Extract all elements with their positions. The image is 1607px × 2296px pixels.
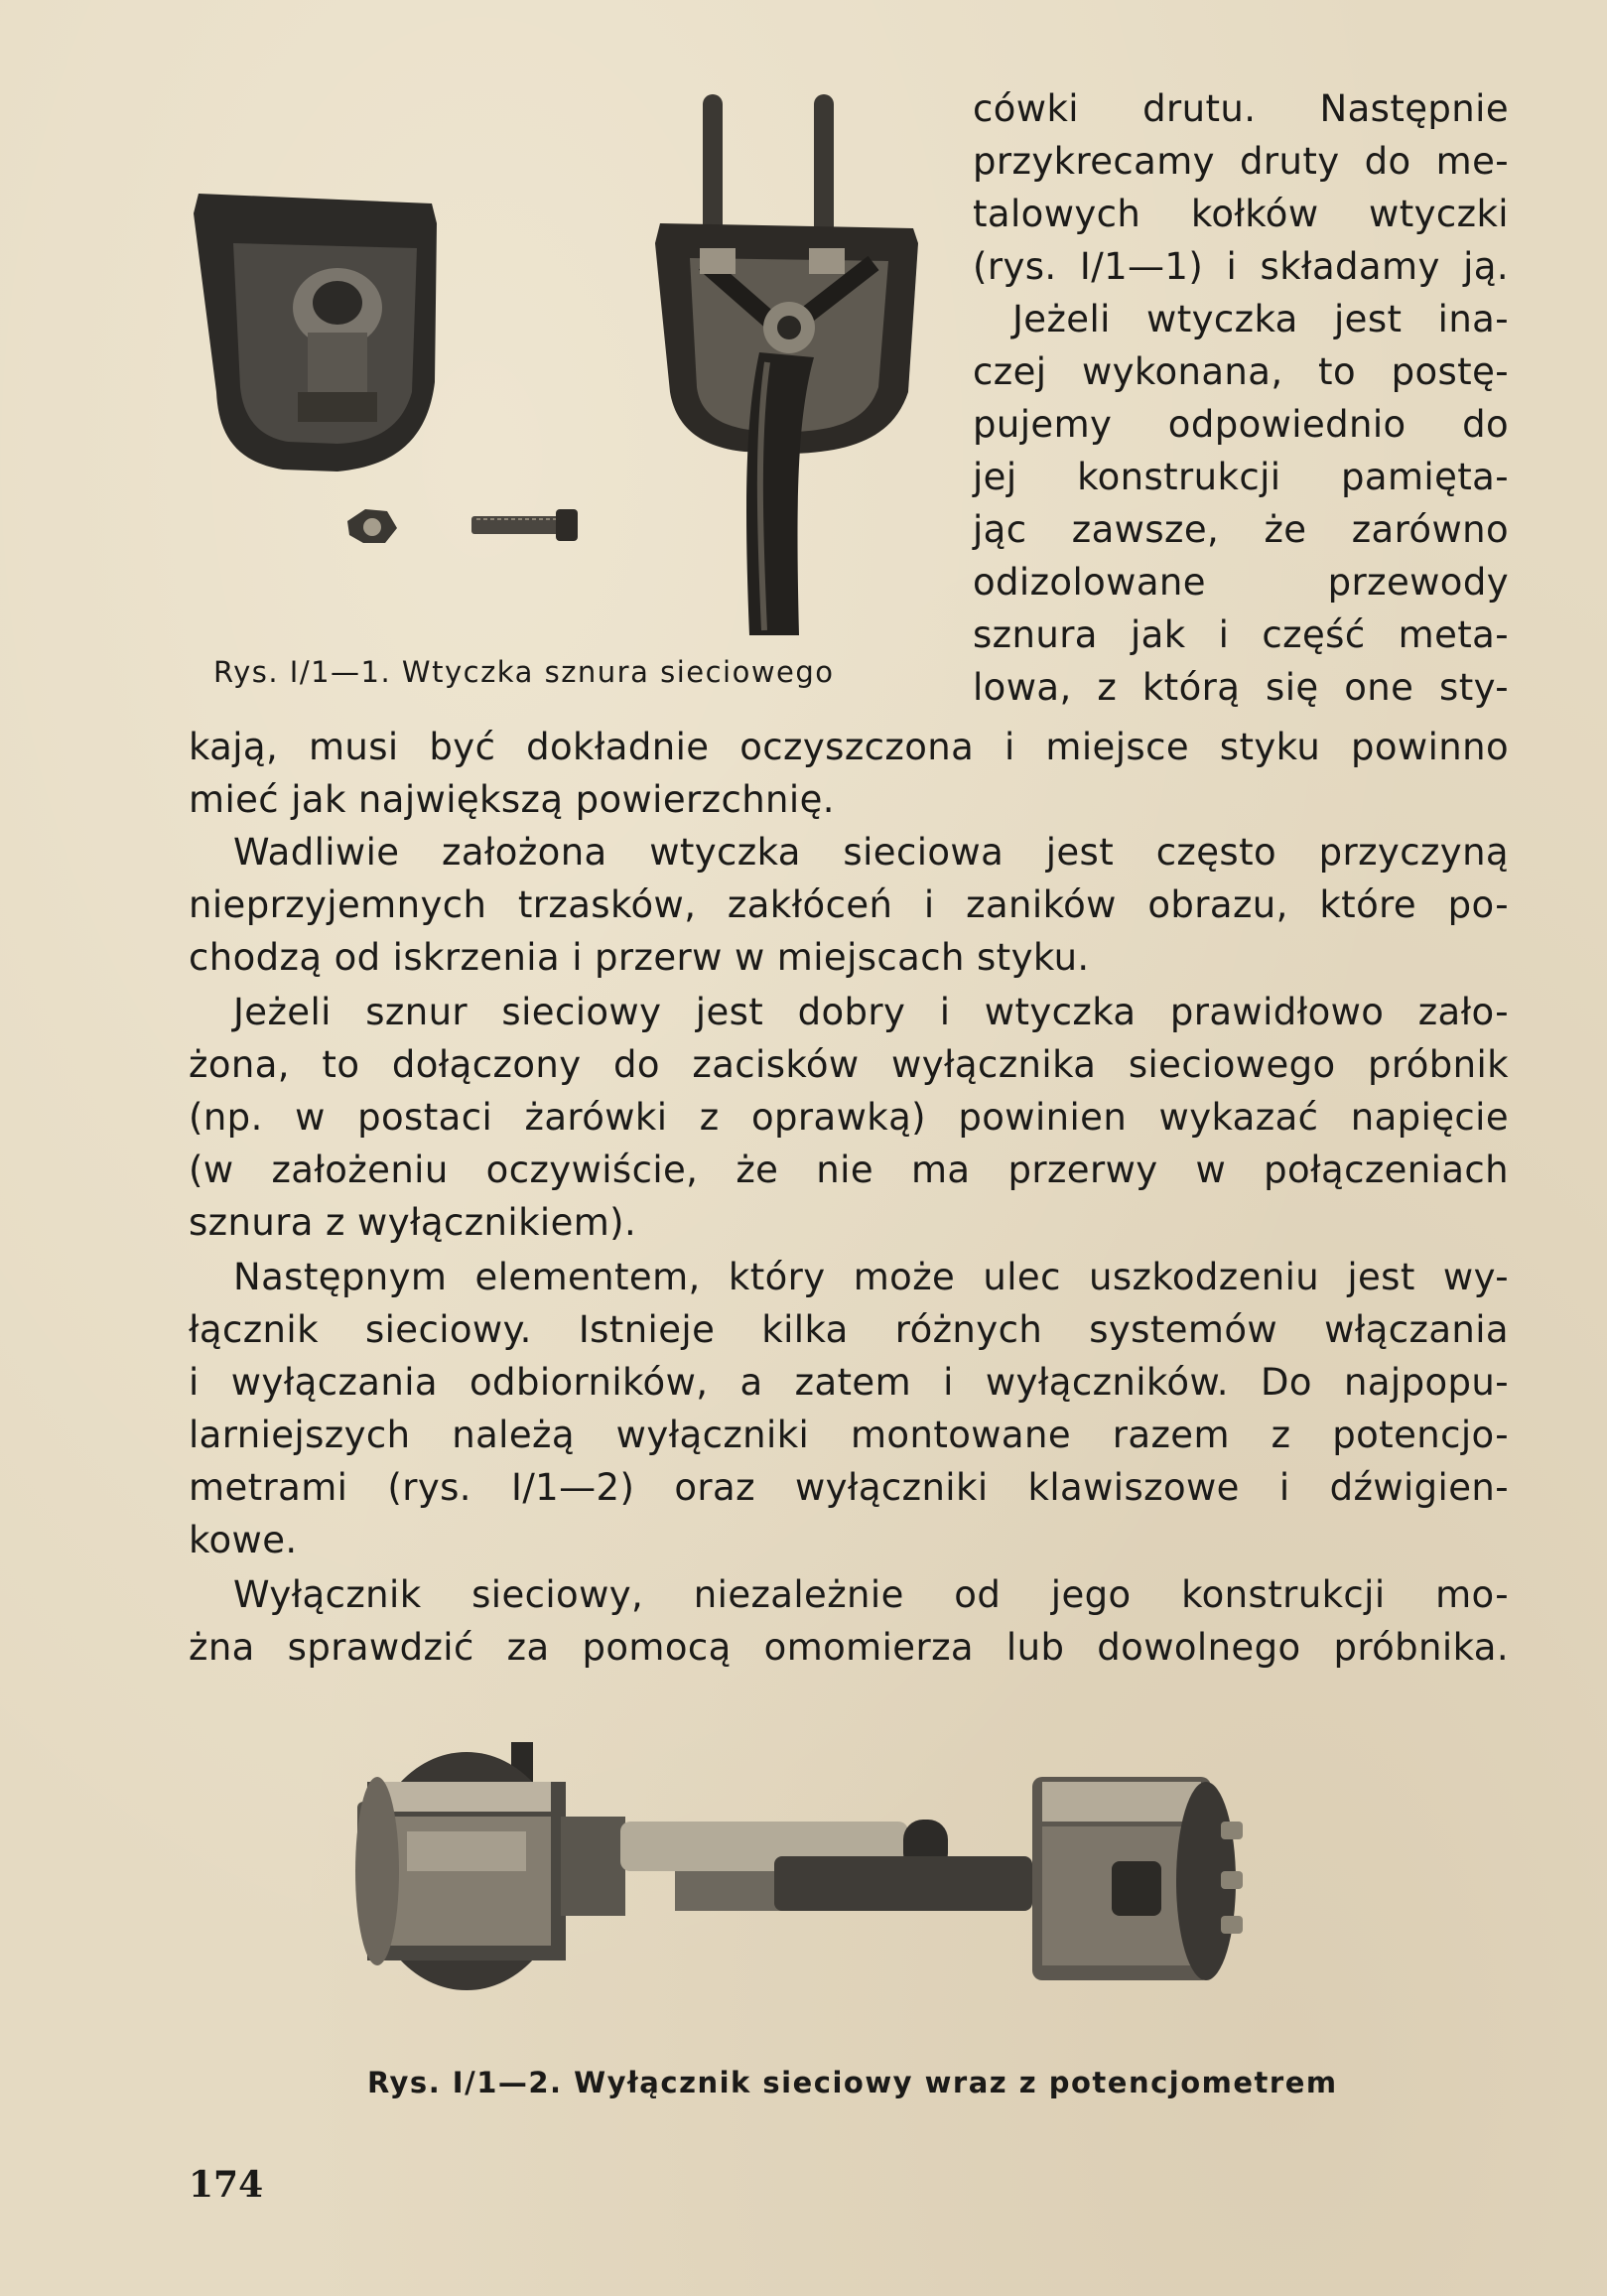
text-line: czej wykonana, to postę- [973, 350, 1509, 393]
screw-icon [471, 509, 578, 541]
text-line: cówki drutu. Następnie [973, 87, 1509, 130]
text-line: i wyłączania odbiorników, a zatem i wyłączników. Do najpopu- [189, 1361, 1509, 1404]
text-line: jej konstrukcji pamięta- [973, 456, 1509, 498]
text-line: nieprzyjemnych trzasków, zakłóceń i zaników obrazu, które po- [189, 883, 1509, 926]
text-line: odizolowane przewody [973, 561, 1509, 604]
text-line: żona, to dołączony do zacisków wyłącznika sieciowego próbnik [189, 1043, 1509, 1086]
text-line: Jeżeli wtyczka jest ina- [1012, 298, 1509, 340]
figure1-caption: Rys. I/1—1. Wtyczka sznura sieciowego [213, 655, 835, 689]
text-line: (rys. I/1—1) i składamy ją. [973, 245, 1509, 288]
text-line: talowych kołków wtyczki [973, 193, 1509, 235]
text-line: lowa, z którą się one sty- [973, 666, 1509, 709]
figure-plug-photo [189, 94, 943, 650]
figure-switch-potentiometer-photo [347, 1722, 1390, 2030]
text-line: sznura z wyłącznikiem). [189, 1201, 637, 1244]
text-line: (w założeniu oczywiście, że nie ma przerwy w połączeniach [189, 1148, 1509, 1191]
text-line: Wadliwie założona wtyczka sieciowa jest często przyczyną [233, 831, 1509, 874]
text-line: chodzą od iskrzenia i przerw w miejscach styku. [189, 936, 1090, 979]
text-line: mieć jak największą powierzchnię. [189, 778, 835, 821]
text-line: pujemy odpowiednio do [973, 403, 1509, 446]
plug-open-icon [655, 94, 918, 635]
text-line: (np. w postaci żarówki z oprawką) powinien wykazać napięcie [189, 1096, 1509, 1139]
page-number: 174 [189, 2164, 264, 2206]
text-line: larniejszych należą wyłączniki montowane razem z potencjo- [189, 1414, 1509, 1456]
text-line: sznura jak i część meta- [973, 613, 1509, 656]
text-line: łącznik sieciowy. Istnieje kilka różnych systemów włączania [189, 1308, 1509, 1351]
text-line: przykrecamy druty do me- [973, 140, 1509, 183]
plug-cover-icon [194, 194, 437, 472]
text-line: Jeżeli sznur sieciowy jest dobry i wtyczka prawidłowo zało- [233, 991, 1509, 1033]
potentiometer-right-icon [774, 1777, 1243, 1980]
text-line: żna sprawdzić za pomocą omomierza lub dowolnego próbnika. [189, 1626, 1509, 1669]
nut-icon [347, 509, 397, 543]
text-line: kowe. [189, 1519, 298, 1561]
text-line: Następnym elementem, który może ulec uszkodzeniu jest wy- [233, 1256, 1509, 1298]
figure2-caption: Rys. I/1—2. Wyłącznik sieciowy wraz z potencjometrem [367, 2066, 1338, 2099]
text-line: kają, musi być dokładnie oczyszczona i miejsce styku powinno [189, 726, 1509, 768]
text-line: metrami (rys. I/1—2) oraz wyłączniki klawiszowe i dźwigien- [189, 1466, 1509, 1509]
text-line: Wyłącznik sieciowy, niezależnie od jego konstrukcji mo- [233, 1573, 1509, 1616]
text-line: jąc zawsze, że zarówno [973, 508, 1509, 551]
